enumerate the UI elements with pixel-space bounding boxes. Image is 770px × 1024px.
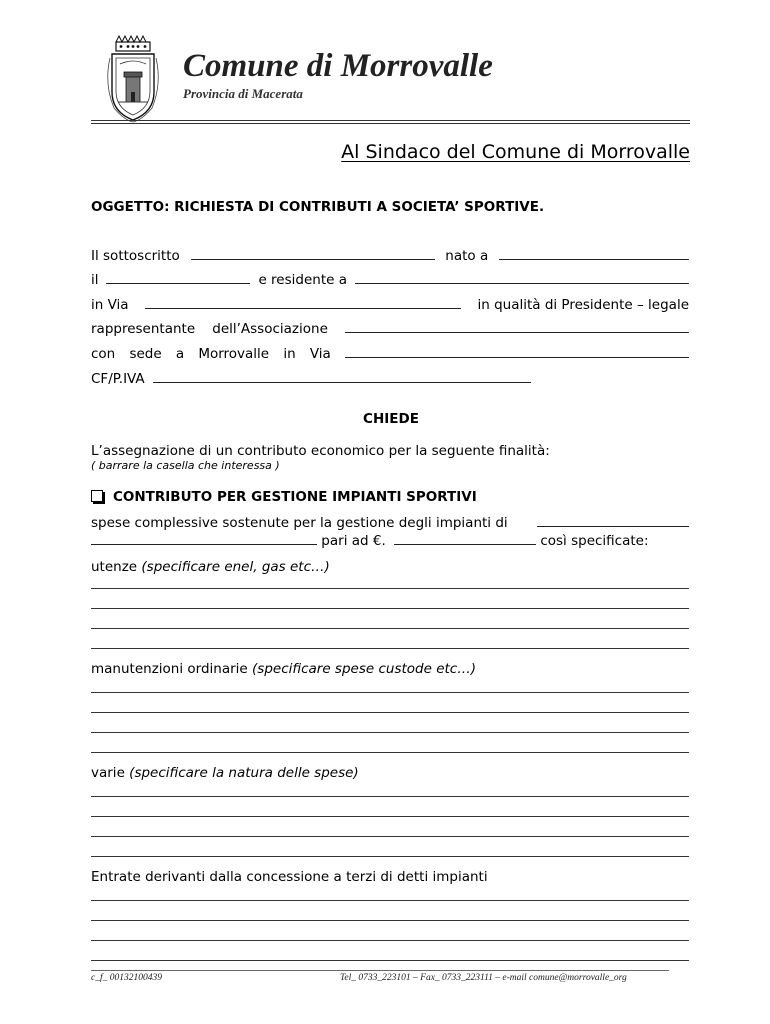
label-sede: sede: [129, 346, 162, 362]
label-a: a: [175, 346, 185, 362]
header-rule-top: [91, 120, 690, 121]
entrate-line[interactable]: [91, 940, 689, 941]
label-via: Via: [309, 346, 331, 362]
utenze-hint: (specificare enel, gas etc…): [141, 559, 330, 575]
impianti-field-cont[interactable]: [91, 532, 317, 545]
assignment-text: L’assegnazione di un contributo economico per la seguente finalità:: [91, 443, 550, 459]
cf-field[interactable]: [153, 370, 531, 383]
addressee: Al Sindaco del Comune di Morrovalle: [341, 141, 690, 163]
seat-address-field[interactable]: [345, 345, 689, 358]
option-row: [91, 488, 477, 506]
entrate-line[interactable]: [91, 920, 689, 921]
utenze-label: utenze: [91, 559, 138, 575]
street-field[interactable]: [145, 296, 461, 309]
association-field[interactable]: [345, 320, 689, 333]
manutenzioni-line[interactable]: [91, 752, 689, 753]
label-nato-a: nato a: [445, 248, 489, 264]
manutenzioni-line[interactable]: [91, 712, 689, 713]
label-in-via: in Via: [91, 297, 129, 313]
footer-cf: c_f_ 00132100439: [91, 973, 162, 983]
manutenzioni-heading: [91, 660, 476, 678]
varie-line[interactable]: [91, 836, 689, 837]
utenze-line[interactable]: [91, 588, 689, 589]
label-sottoscritto: Il sottoscritto: [91, 248, 180, 264]
label-in: in: [283, 346, 296, 362]
form-row-sede: [91, 345, 689, 363]
spese-row: [91, 514, 689, 532]
label-rappresentante: rappresentante: [91, 321, 196, 337]
varie-line[interactable]: [91, 856, 689, 857]
footer-contacts: Tel_ 0733_223101 – Fax_ 0733_223111 – e-mail comune@morrovalle_org: [340, 973, 627, 983]
varie-hint: (specificare la natura delle spese): [129, 765, 359, 781]
birthplace-field[interactable]: [499, 247, 689, 260]
municipality-title: Comune di Morrovalle: [183, 48, 493, 84]
impianti-field[interactable]: [537, 514, 689, 527]
label-spese: spese complessive sostenute per la gestione degli impianti di: [91, 515, 508, 531]
manutenzioni-line[interactable]: [91, 692, 689, 693]
subject-line: OGGETTO: RICHIESTA DI CONTRIBUTI A SOCIETA’ SPORTIVE.: [91, 199, 545, 215]
form-row-cf: [91, 370, 531, 388]
checkbox-impianti[interactable]: [91, 490, 103, 502]
varie-label: varie: [91, 765, 125, 781]
barrare-note: ( barrare la casella che interessa ): [91, 459, 280, 472]
utenze-line[interactable]: [91, 608, 689, 609]
province-subtitle: Provincia di Macerata: [183, 86, 303, 101]
entrate-line[interactable]: [91, 900, 689, 901]
utenze-line[interactable]: [91, 628, 689, 629]
form-row-residenza: [91, 271, 689, 289]
name-field[interactable]: [191, 247, 435, 260]
municipal-crest-icon: [102, 34, 164, 124]
manutenzioni-line[interactable]: [91, 732, 689, 733]
manutenzioni-hint: (specificare spese custode etc…): [252, 661, 476, 677]
form-row-associazione: [91, 320, 689, 338]
varie-heading: [91, 764, 359, 782]
label-il: il: [91, 272, 99, 288]
form-row-sottoscritto: [91, 247, 689, 265]
chiede-heading: CHIEDE: [363, 411, 419, 427]
header-rule-bottom: [91, 123, 690, 124]
amount-field[interactable]: [394, 532, 536, 545]
label-pari: pari ad €.: [321, 533, 386, 549]
label-con: con: [91, 346, 116, 362]
entrate-heading: Entrate derivanti dalla concessione a terzi di detti impianti: [91, 869, 488, 885]
footer-rule: [91, 970, 669, 971]
label-residente: e residente a: [258, 272, 347, 288]
option-label: CONTRIBUTO PER GESTIONE IMPIANTI SPORTIVI: [113, 489, 477, 505]
utenze-line[interactable]: [91, 648, 689, 649]
manutenzioni-label: manutenzioni ordinarie: [91, 661, 248, 677]
varie-line[interactable]: [91, 796, 689, 797]
label-cosi: così specificate:: [540, 533, 649, 549]
label-cf: CF/P.IVA: [91, 371, 145, 387]
label-qualita: in qualità di Presidente – legale: [477, 297, 689, 313]
residence-field[interactable]: [355, 271, 689, 284]
label-associazione: dell’Associazione: [212, 321, 328, 337]
pari-row: [91, 532, 689, 550]
utenze-heading: [91, 558, 330, 576]
entrate-line[interactable]: [91, 960, 689, 961]
varie-line[interactable]: [91, 816, 689, 817]
birthdate-field[interactable]: [106, 271, 250, 284]
form-row-via: [91, 296, 689, 314]
label-morrovalle: Morrovalle: [198, 346, 270, 362]
